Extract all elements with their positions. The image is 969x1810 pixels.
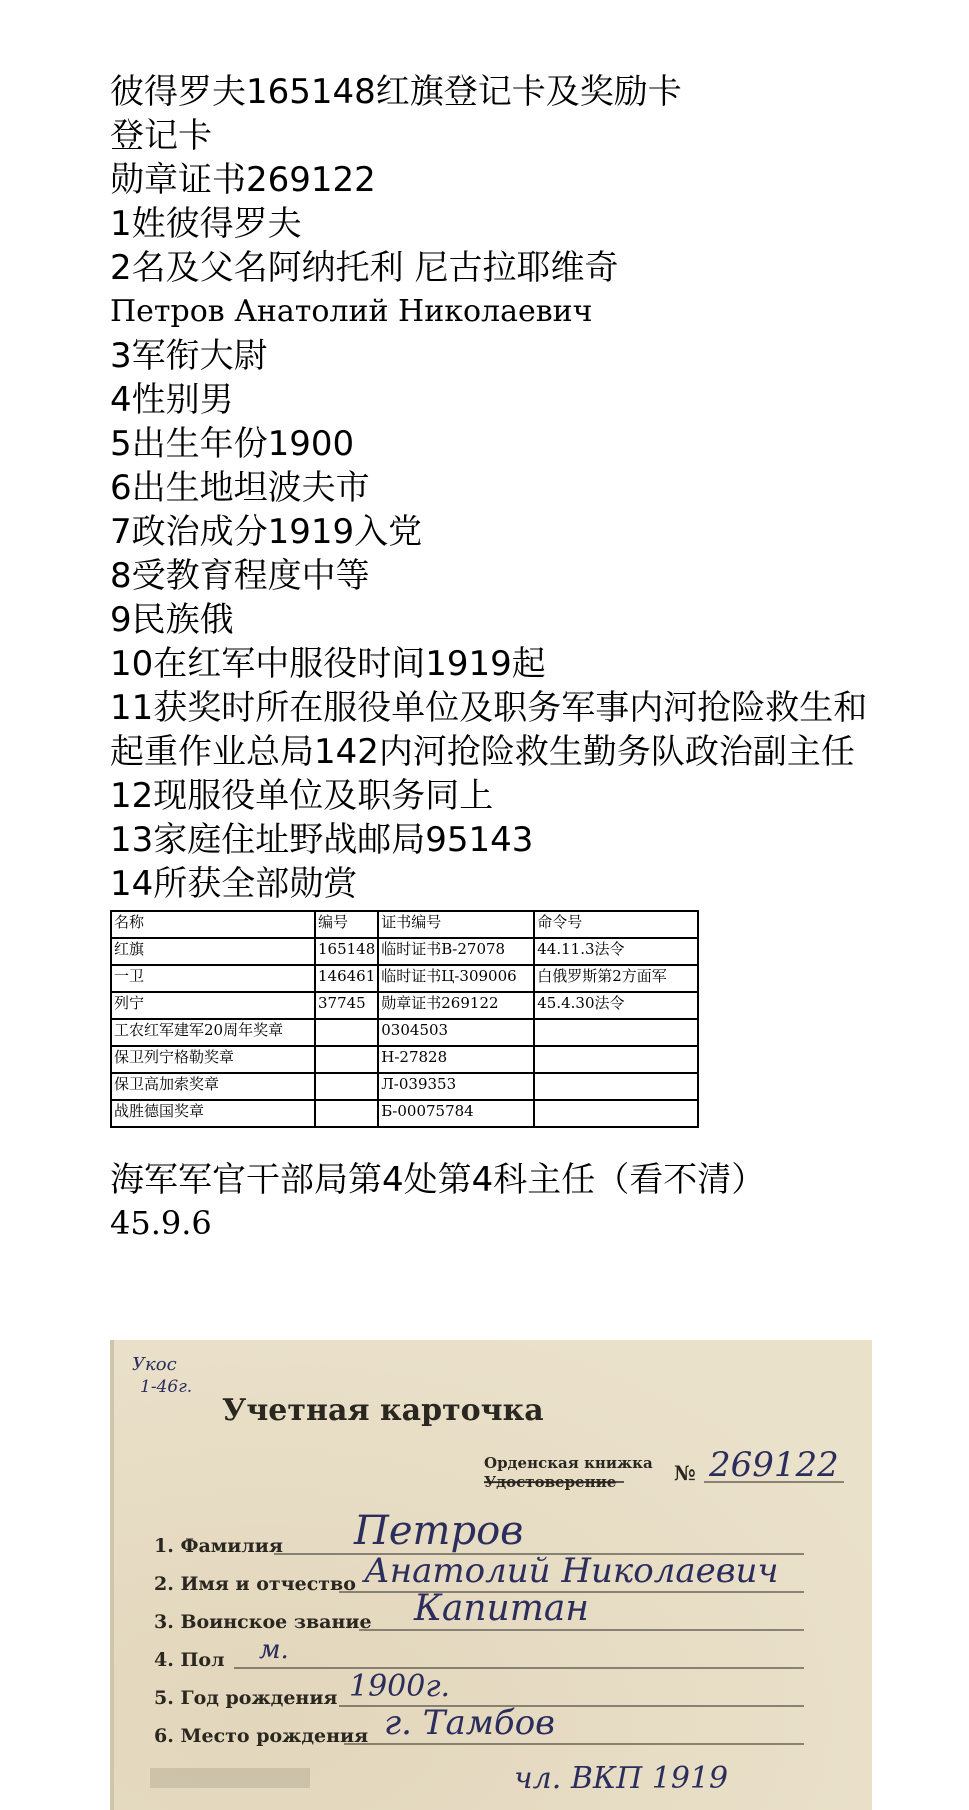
table-cell: 保卫高加索奖章 bbox=[111, 1073, 315, 1100]
signature-line: 海军军官干部局第4处第4科主任（看不清） bbox=[110, 1160, 766, 1200]
table-cell: Б-00075784 bbox=[378, 1100, 534, 1127]
header-cell: 命令号 bbox=[534, 911, 698, 938]
table-row bbox=[111, 938, 698, 965]
field-birth-year: 5出生年份1900 bbox=[110, 424, 355, 464]
table-cell: Н-27828 bbox=[378, 1046, 534, 1073]
card-number-sign: № bbox=[674, 1461, 696, 1485]
table-cell: 勋章证书269122 bbox=[378, 992, 534, 1019]
field-birthplace: 6出生地坦波夫市 bbox=[110, 468, 370, 508]
table-cell: 165148 bbox=[315, 938, 378, 965]
table-cell: Л-039353 bbox=[378, 1073, 534, 1100]
card-field-value: Петров bbox=[354, 1508, 524, 1554]
field-service-start: 10在红军中服役时间1919起 bbox=[110, 644, 546, 684]
card-cert-label: Удостоверение bbox=[484, 1473, 617, 1491]
table-cell bbox=[315, 1100, 378, 1127]
table-header-row bbox=[111, 911, 698, 938]
card-field-label: 2. Имя и отчество bbox=[154, 1573, 356, 1595]
table-cell: 45.4.30法令 bbox=[534, 992, 698, 1019]
russian-name: Петров Анатолий Николаевич bbox=[110, 294, 593, 329]
table-row bbox=[111, 1046, 698, 1073]
card-partial-label bbox=[150, 1768, 310, 1788]
table-cell: 44.11.3法令 bbox=[534, 938, 698, 965]
table-cell: 红旗 bbox=[111, 938, 315, 965]
card-book-label: Орденская книжка bbox=[484, 1454, 653, 1472]
field-surname: 1姓彼得罗夫 bbox=[110, 204, 302, 244]
awards-table bbox=[110, 910, 699, 1128]
field-name-patronymic: 2名及父名阿纳托利 尼古拉耶维奇 bbox=[110, 248, 619, 288]
card-field-label: 3. Воинское звание bbox=[154, 1611, 372, 1633]
card-partial-value: чл. ВКП 1919 bbox=[514, 1761, 729, 1796]
scanned-card-image bbox=[110, 1340, 872, 1810]
field-awards-heading: 14所获全部勋赏 bbox=[110, 864, 358, 904]
field-unit-at-award: 11获奖时所在服役单位及职务军事内河抢险救生和起重作业总局142内河抢险救生勤务队政治副主任 bbox=[110, 688, 868, 772]
table-cell bbox=[534, 1100, 698, 1127]
card-corner-note-2: 1-46г. bbox=[140, 1377, 193, 1397]
card-type: 登记卡 bbox=[110, 116, 212, 156]
field-rank: 3军衔大尉 bbox=[110, 336, 268, 376]
table-cell: 146461 bbox=[315, 965, 378, 992]
field-address: 13家庭住址野战邮局95143 bbox=[110, 820, 534, 860]
card-field-label: 5. Год рождения bbox=[154, 1687, 338, 1709]
card-title: Учетная карточка bbox=[222, 1393, 544, 1428]
card-scan bbox=[114, 1340, 872, 1810]
header-cell: 名称 bbox=[111, 911, 315, 938]
card-field-value: м. bbox=[259, 1635, 289, 1665]
cert-number: 勋章证书269122 bbox=[110, 160, 376, 200]
table-cell bbox=[534, 1073, 698, 1100]
field-sex: 4性别男 bbox=[110, 380, 234, 420]
field-current-unit: 12现服役单位及职务同上 bbox=[110, 776, 494, 816]
card-field-value: г. Тамбов bbox=[384, 1703, 555, 1743]
signature-date: 45.9.6 bbox=[110, 1204, 212, 1242]
field-party: 7政治成分1919入党 bbox=[110, 512, 423, 552]
table-cell: 临时证书В-27078 bbox=[378, 938, 534, 965]
field-nationality: 9民族俄 bbox=[110, 600, 234, 640]
table-cell: 37745 bbox=[315, 992, 378, 1019]
card-field-label: 1. Фамилия bbox=[154, 1535, 283, 1557]
table-cell: 战胜德国奖章 bbox=[111, 1100, 315, 1127]
table-row bbox=[111, 1073, 698, 1100]
table-cell: 白俄罗斯第2方面军 bbox=[534, 965, 698, 992]
table-cell: 保卫列宁格勒奖章 bbox=[111, 1046, 315, 1073]
header-cell: 编号 bbox=[315, 911, 378, 938]
card-field-label: 4. Пол bbox=[154, 1649, 225, 1671]
table-row bbox=[111, 965, 698, 992]
table-cell bbox=[534, 1046, 698, 1073]
table-row bbox=[111, 992, 698, 1019]
card-field-value: Анатолий Николаевич bbox=[364, 1551, 779, 1591]
field-education: 8受教育程度中等 bbox=[110, 556, 370, 596]
card-field-value: 1900г. bbox=[349, 1669, 451, 1704]
table-cell bbox=[534, 1019, 698, 1046]
card-corner-note-1: Укос bbox=[132, 1354, 177, 1375]
card-number-value: 269122 bbox=[709, 1445, 839, 1485]
table-row bbox=[111, 1100, 698, 1127]
table-cell bbox=[315, 1046, 378, 1073]
table-row bbox=[111, 1019, 698, 1046]
table-cell: 临时证书Ц-309006 bbox=[378, 965, 534, 992]
header-cell: 证书编号 bbox=[378, 911, 534, 938]
card-field-label: 6. Место рождения bbox=[154, 1725, 369, 1747]
document-body bbox=[110, 70, 890, 1244]
table-cell bbox=[315, 1019, 378, 1046]
table-cell: 列宁 bbox=[111, 992, 315, 1019]
table-cell bbox=[315, 1073, 378, 1100]
card-field-value: Капитан bbox=[414, 1588, 590, 1629]
table-cell: 一卫 bbox=[111, 965, 315, 992]
table-cell: 工农红军建军20周年奖章 bbox=[111, 1019, 315, 1046]
doc-title: 彼得罗夫165148红旗登记卡及奖励卡 bbox=[110, 72, 682, 112]
table-cell: 0304503 bbox=[378, 1019, 534, 1046]
